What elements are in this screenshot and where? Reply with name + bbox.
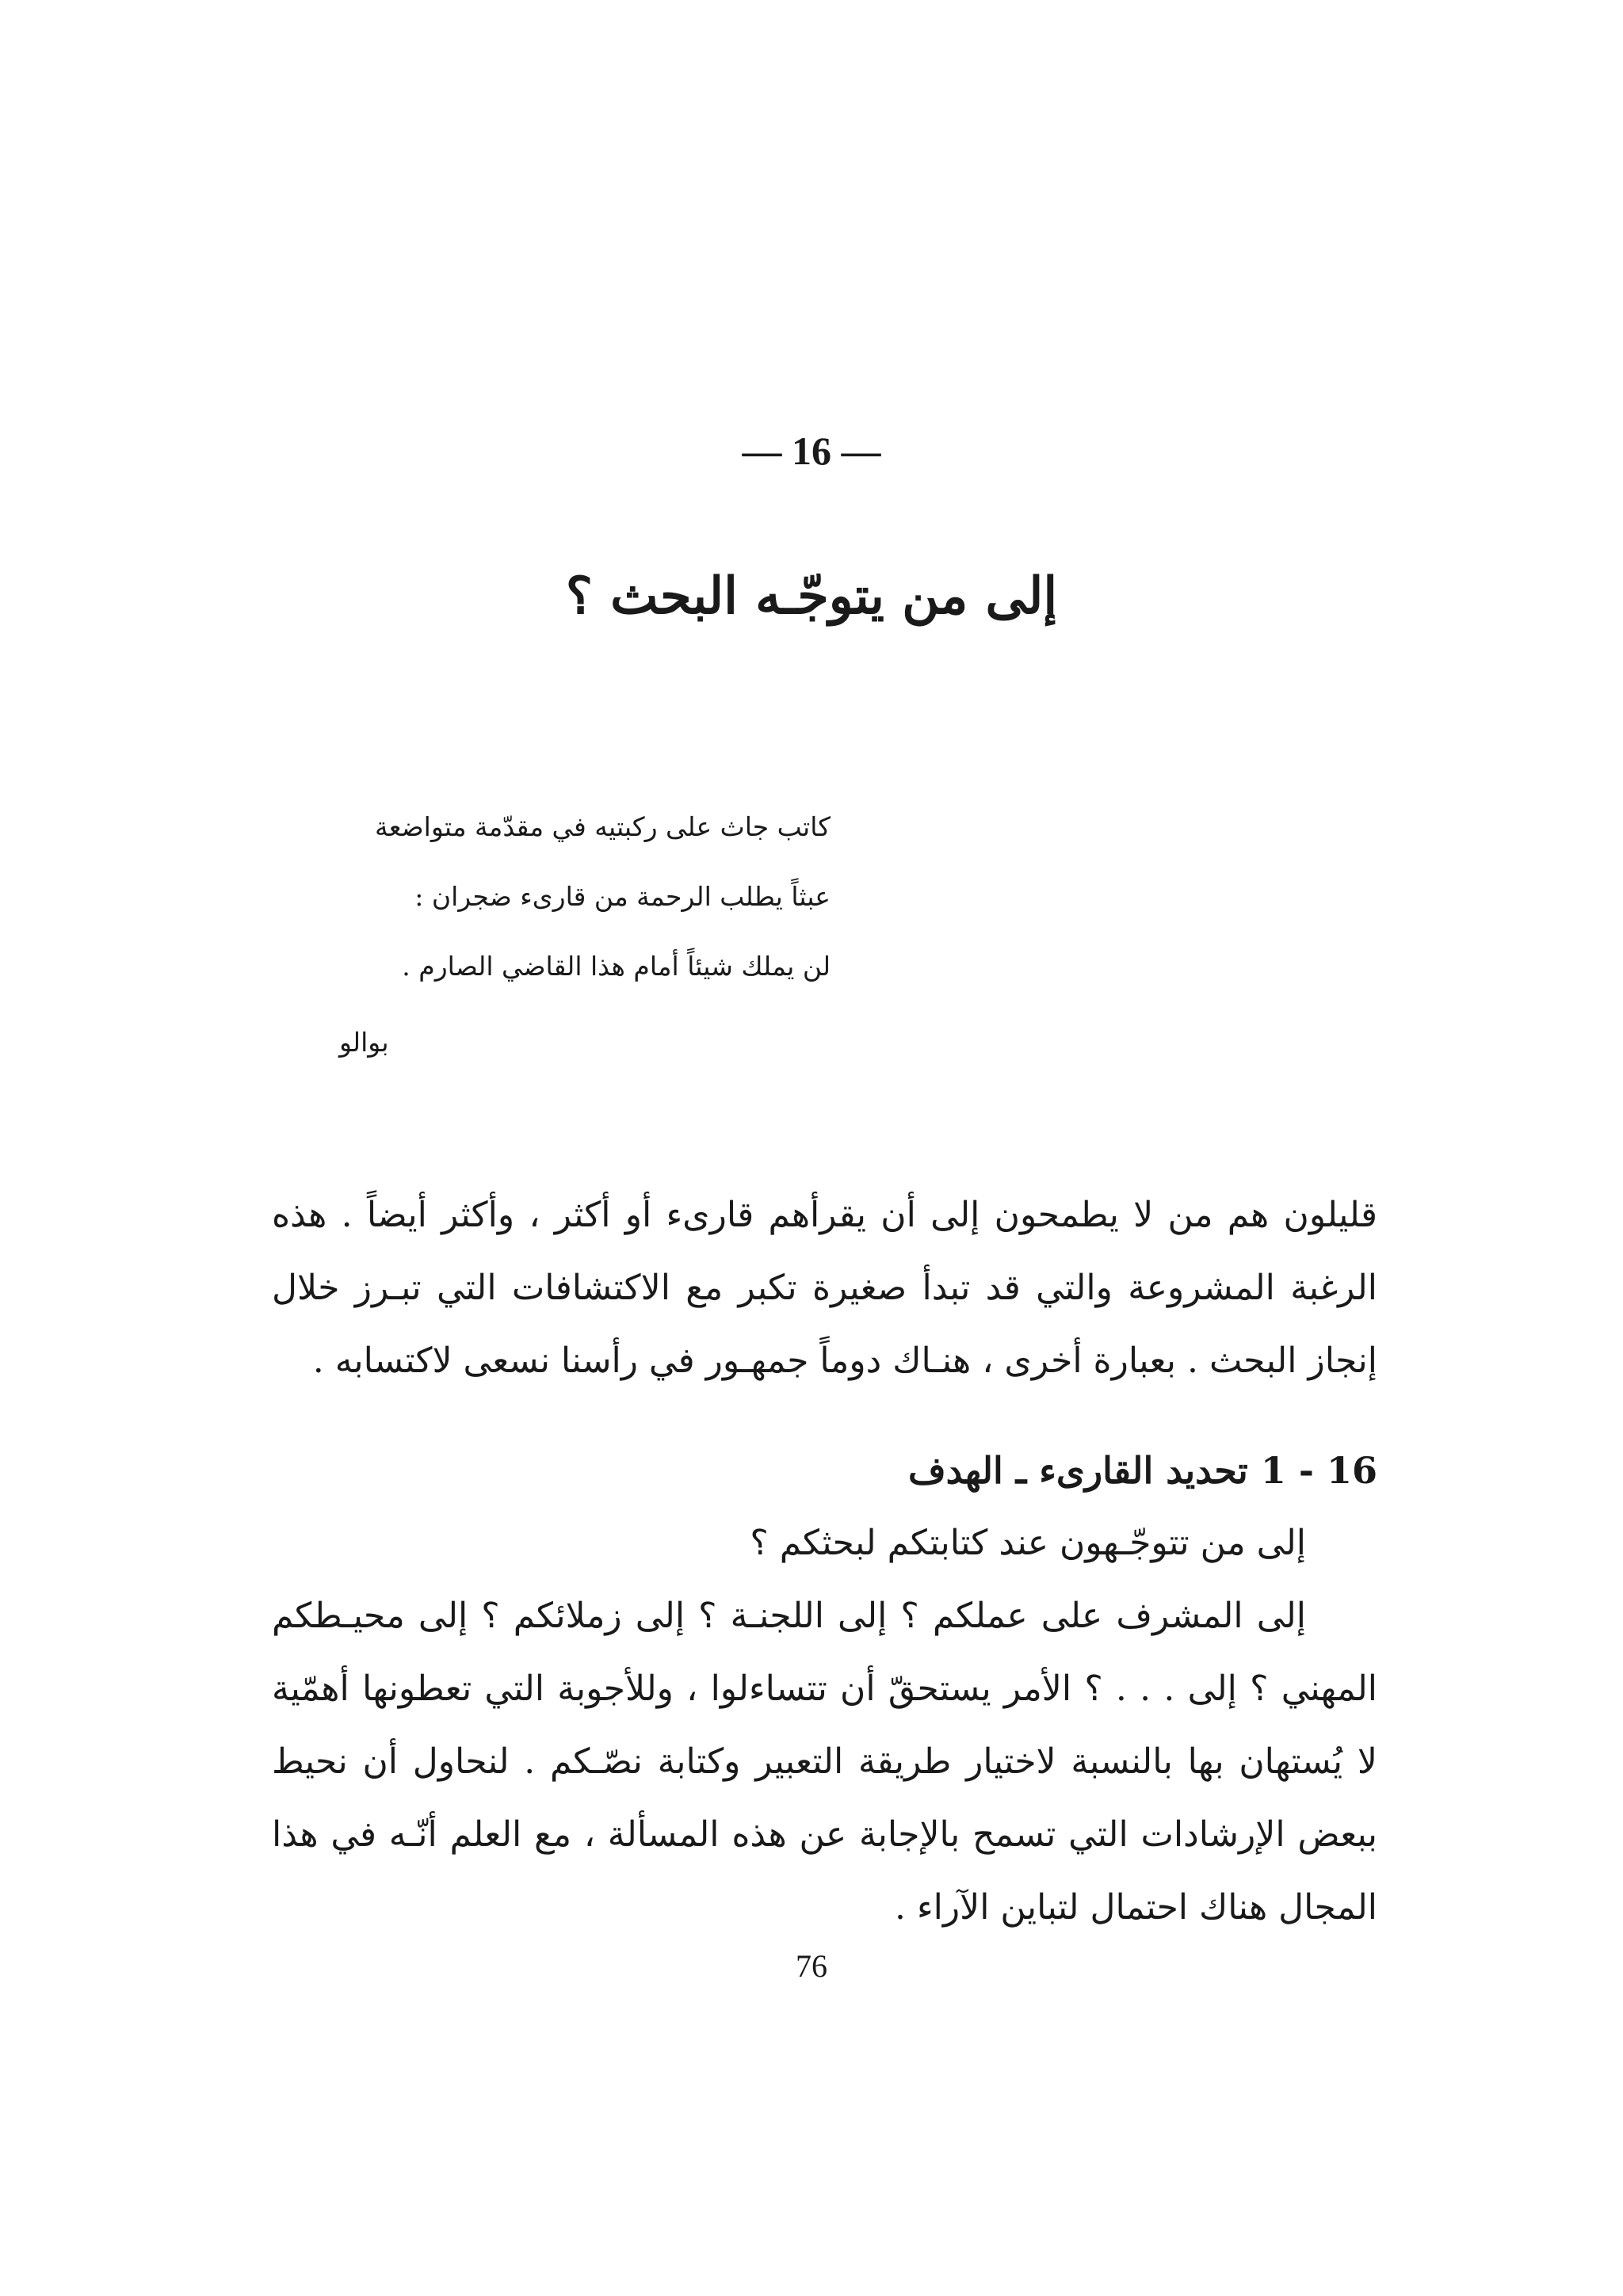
epigraph-line: لن يملك شيئاً أمام هذا القاضي الصارم .	[402, 951, 831, 982]
intro-paragraph: قليلون هم من لا يطمحون إلى أن يقرأهم قارىء أو أكثر ، وأكثر أيضاً . هذه الرغبة المشروعة والتي قد تبدأ صغيرة تكبر مع الاكتشافات التي تبـرز خلال إنجاز البحث . بعبارة أخرى ، هنـاك دوماً جمهـور في رأسنا نسعى لاكتسابه .	[272, 1195, 1377, 1381]
epigraph	[339, 792, 831, 1077]
intro-paragraph-block	[272, 1179, 1377, 1398]
page-number: 76	[796, 1948, 827, 1984]
chapter-number: — 16 —	[742, 429, 881, 473]
section-paragraph: إلى من تتوجّـهون عند كتابتكم لبحثكم ؟	[750, 1523, 1306, 1563]
section-paragraph: إلى المشرف على عملكم ؟ إلى اللجنـة ؟ إلى زملائكم ؟ إلى محيـطكم المهني ؟ إلى . . . ؟ الأمر يستحقّ أن تتساءلوا ، وللأجوبة التي تعطونها أهمّية لا يُستهان بها بالنسبة لاختيار طريقة التعبير وكتابة نصّـكم . لنحاول أن نحيط ببعض الإرشادات التي تسمح بالإجابة عن هذه المسألة ، مع العلم أنّـه في هذا المجال هناك احتمال لتباين الآراء .	[272, 1596, 1377, 1928]
epigraph-author: بوالو	[339, 1027, 389, 1058]
chapter-title: إلى من يتوجّـه البحث ؟	[565, 566, 1058, 626]
epigraph-line: كاتب جاث على ركبتيه في مقدّمة متواضعة	[375, 811, 831, 842]
section-body	[272, 1507, 1377, 1944]
epigraph-line: عبثاً يطلب الرحمة من قارىء ضجران :	[414, 881, 831, 912]
section-heading: 16 - 1 تحديد القارىء ـ الهدف	[907, 1449, 1377, 1492]
